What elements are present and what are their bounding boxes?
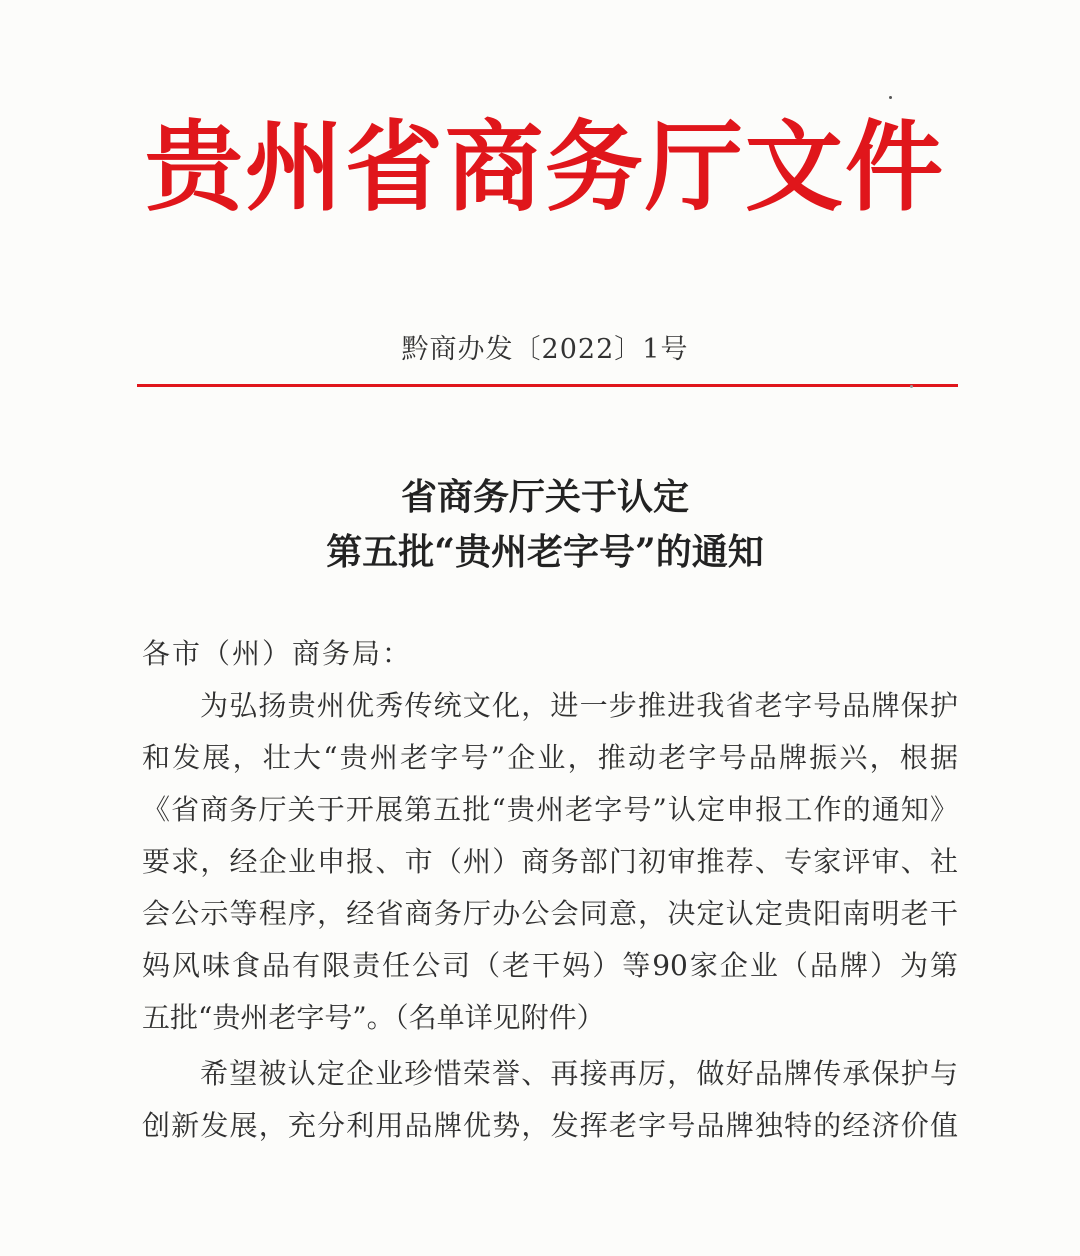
addressee: 各市（州）商务局： bbox=[142, 637, 413, 670]
notice-title-line-2: 第五批“贵州老字号”的通知 bbox=[326, 531, 764, 573]
body-line: 希望被认定企业珍惜荣誉、再接再厉，做好品牌传承保护与 bbox=[200, 1057, 958, 1090]
body-line: 为弘扬贵州优秀传统文化，进一步推进我省老字号品牌保护 bbox=[200, 689, 958, 722]
body-line: 《省商务厅关于开展第五批“贵州老字号”认定申报工作的通知》 bbox=[142, 793, 958, 826]
scan-speck bbox=[889, 96, 892, 99]
body-line: 要求，经企业申报、市（州）商务部门初审推荐、专家评审、社 bbox=[142, 845, 958, 878]
body-line: 和发展，壮大“贵州老字号”企业，推动老字号品牌振兴，根据 bbox=[142, 741, 958, 774]
notice-title bbox=[140, 470, 950, 580]
document-number: 黔商办发〔2022〕1号 bbox=[401, 334, 689, 365]
notice-title-line-1: 省商务厅关于认定 bbox=[400, 476, 689, 518]
body-line: 妈风味食品有限责任公司（老干妈）等90家企业（品牌）为第 bbox=[142, 949, 958, 982]
body-line: 创新发展，充分利用品牌优势，发挥老字号品牌独特的经济价值 bbox=[142, 1109, 958, 1142]
scan-speck bbox=[910, 385, 913, 388]
body-line: 会公示等程序，经省商务厅办公会同意，决定认定贵阳南明老干 bbox=[142, 897, 958, 930]
body-line: 五批“贵州老字号”。（名单详见附件） bbox=[142, 1001, 605, 1034]
red-divider-line bbox=[137, 384, 958, 387]
issuer-title: 贵州省商务厅文件 bbox=[144, 110, 945, 225]
